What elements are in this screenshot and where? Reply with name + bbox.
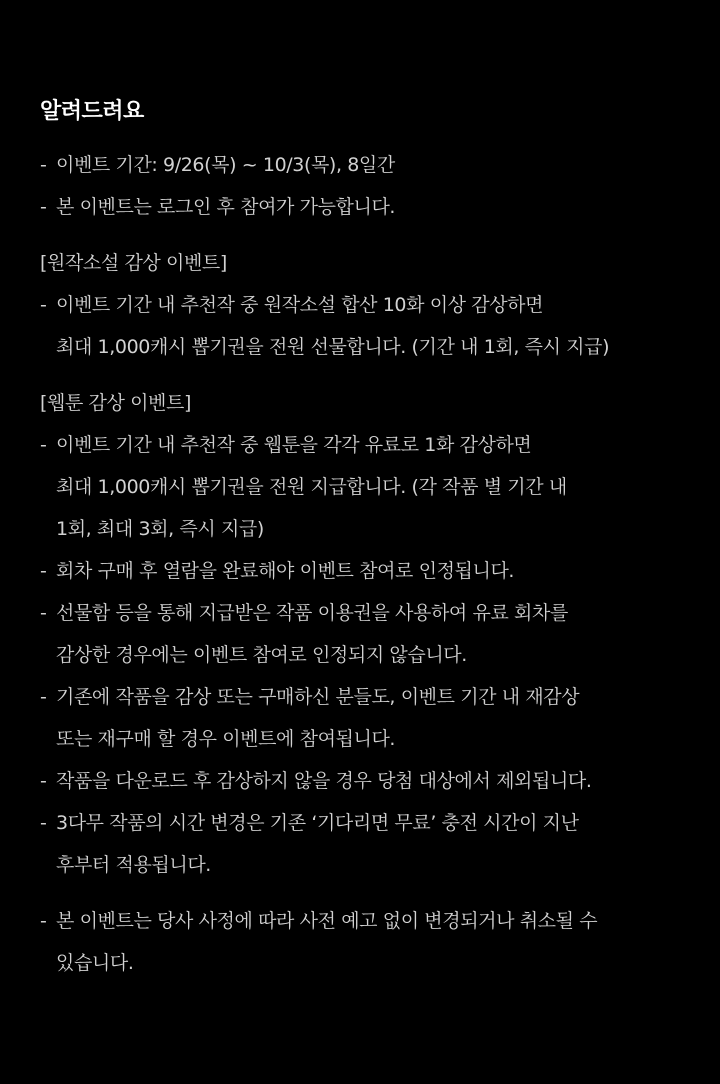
item-text: 최대 1,000캐시 뽑기권을 전원 선물합니다. (기간 내 1회, 즉시 지급) <box>56 336 610 358</box>
list-item <box>40 802 700 886</box>
list-item <box>40 592 700 676</box>
item-text: 감상한 경우에는 이벤트 참여로 인정되지 않습니다. <box>56 644 467 666</box>
list-item <box>40 186 700 228</box>
bullet-dash: - <box>40 434 47 456</box>
item-text: 본 이벤트는 당사 사정에 따라 사전 예고 없이 변경되거나 취소될 수 <box>56 910 598 932</box>
list-item <box>40 424 700 550</box>
bullet-dash: - <box>40 812 47 834</box>
item-text: 선물함 등을 통해 지급받은 작품 이용권을 사용하여 유료 회차를 <box>56 602 568 624</box>
bullet-dash: - <box>40 686 47 708</box>
event-notice <box>40 96 700 984</box>
bullet-dash: - <box>40 294 47 316</box>
list-item <box>40 284 700 368</box>
item-text: 이벤트 기간 내 추천작 중 웹툰을 각각 유료로 1화 감상하면 <box>56 434 532 456</box>
item-text: 이벤트 기간: 9/26(목) ~ 10/3(목), 8일간 <box>56 154 395 176</box>
footer-section <box>40 900 700 984</box>
section-header: [웹툰 감상 이벤트] <box>40 392 191 414</box>
item-text: 있습니다. <box>56 952 134 974</box>
list-item <box>40 144 700 186</box>
bullet-dash: - <box>40 602 47 624</box>
notice-title: 알려드려요 <box>40 99 144 124</box>
item-text: 1회, 최대 3회, 즉시 지급) <box>56 518 264 540</box>
list-item <box>40 676 700 760</box>
webtoon-event-section <box>40 382 700 886</box>
novel-event-section <box>40 242 700 368</box>
bullet-dash: - <box>40 560 47 582</box>
list-item <box>40 550 700 592</box>
item-text: 기존에 작품을 감상 또는 구매하신 분들도, 이벤트 기간 내 재감상 <box>56 686 580 708</box>
bullet-dash: - <box>40 770 47 792</box>
general-section <box>40 144 700 228</box>
list-item <box>40 760 700 802</box>
bullet-dash: - <box>40 196 47 218</box>
item-text: 작품을 다운로드 후 감상하지 않을 경우 당첨 대상에서 제외됩니다. <box>56 770 592 792</box>
item-text: 또는 재구매 할 경우 이벤트에 참여됩니다. <box>56 728 396 750</box>
item-text: 이벤트 기간 내 추천작 중 원작소설 합산 10화 이상 감상하면 <box>56 294 544 316</box>
bullet-dash: - <box>40 910 47 932</box>
item-text: 최대 1,000캐시 뽑기권을 전원 지급합니다. (각 작품 별 기간 내 <box>56 476 567 498</box>
bullet-dash: - <box>40 154 47 176</box>
section-header: [원작소설 감상 이벤트] <box>40 252 227 274</box>
item-text: 본 이벤트는 로그인 후 참여가 가능합니다. <box>56 196 396 218</box>
item-text: 3다무 작품의 시간 변경은 기존 ‘기다리면 무료’ 충전 시간이 지난 <box>56 812 579 834</box>
item-text: 후부터 적용됩니다. <box>56 854 211 876</box>
item-text: 회차 구매 후 열람을 완료해야 이벤트 참여로 인정됩니다. <box>56 560 515 582</box>
list-item <box>40 900 700 984</box>
